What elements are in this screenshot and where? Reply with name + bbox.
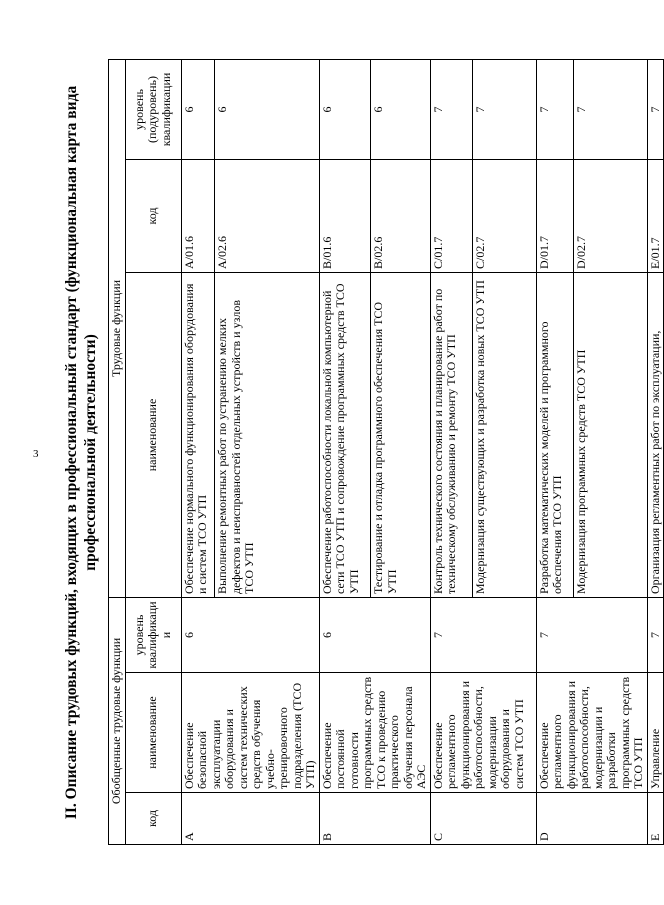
section-title: II. Описание трудовых функций, входящих в профессиональный стандарт (функциональная карта вида профессиональной деятельности) [63, 85, 99, 820]
header-generalized: Обобщенные трудовые функции [109, 597, 126, 844]
gtf-level: 7 [430, 597, 536, 672]
gtf-code: B [319, 793, 430, 845]
tf-code: E/01.7 [647, 159, 664, 272]
header-name: наименование [125, 673, 181, 793]
tf-level: 7 [472, 59, 536, 159]
tf-name: Обеспечение нормального функционирования оборудования и систем ТСО УТП [181, 272, 215, 597]
header-function-name: наименование [125, 272, 181, 597]
gtf-name: Обеспечение безопасной эксплуатации оборудования и систем технических средств обучения учебно-тренировочного подразделения (ТСО УТП) [181, 673, 319, 793]
gtf-level: 6 [319, 597, 430, 672]
header-level: уровень квалификации [125, 597, 181, 672]
gtf-name: Обеспечение регламентного функционирования и работоспособности, модернизации и разработки программных средств ТСО УТП [536, 673, 647, 793]
tf-code: A/02.6 [215, 159, 319, 272]
gtf-name: Обеспечение постоянной готовности программных средств ТСО к проведению практического обучения персонала АЭС [319, 673, 430, 793]
gtf-code: A [181, 793, 319, 845]
tf-name: Разработка математических моделей и программного обеспечения ТСО УТП [536, 272, 573, 597]
tf-name: Организация регламентных работ по эксплуатации, [647, 272, 664, 597]
tf-code: D/02.7 [573, 159, 647, 272]
tf-level: 6 [371, 59, 430, 159]
tf-level: 6 [181, 59, 215, 159]
tf-level: 6 [215, 59, 319, 159]
gtf-code: E [647, 793, 664, 845]
gtf-level: 6 [181, 597, 319, 672]
header-sublevel: уровень (подуровень) квалификации [125, 59, 181, 159]
tf-code: C/02.7 [472, 159, 536, 272]
tf-name: Обеспечение работоспособности локальной компьютерной сети ТСО УТП и сопровождение программных средств ТСО УТП [319, 272, 371, 597]
table-row [536, 59, 573, 844]
gtf-code: C [430, 793, 536, 845]
tf-level: 7 [573, 59, 647, 159]
table-row [647, 59, 664, 844]
tf-name: Выполнение ремонтных работ по устранению мелких дефектов и неисправностей отдельных устройств и узлов ТСО УТП [215, 272, 319, 597]
tf-name: Контроль технического состояния и планирование работ по техническому обслуживанию и ремонту ТСО УТП [430, 272, 472, 597]
table-row [181, 59, 215, 844]
tf-name: Модернизация программных средств ТСО УТП [573, 272, 647, 597]
tf-code: A/01.6 [181, 159, 215, 272]
header-code: код [125, 793, 181, 845]
tf-level: 7 [647, 59, 664, 159]
tf-level: 6 [319, 59, 371, 159]
header-labor-functions: Трудовые функции [109, 59, 126, 597]
gtf-level: 7 [647, 597, 664, 672]
page-number: 3 [33, 448, 39, 460]
header-function-code: код [125, 159, 181, 272]
functional-map-table [108, 59, 664, 845]
tf-name: Тестирование и отладка программного обеспечения ТСО УТП [371, 272, 430, 597]
table-row [319, 59, 371, 844]
tf-name: Модернизация существующих и разработка новых ТСО УТП [472, 272, 536, 597]
table-row [430, 59, 472, 844]
gtf-name: Управление [647, 673, 664, 793]
tf-code: D/01.7 [536, 159, 573, 272]
gtf-code: D [536, 793, 647, 845]
gtf-level: 7 [536, 597, 647, 672]
tf-code: B/01.6 [319, 159, 371, 272]
tf-level: 7 [430, 59, 472, 159]
gtf-name: Обеспечение регламентного функционирования и работоспособности, модернизации оборудования и систем ТСО УТП [430, 673, 536, 793]
tf-code: B/02.6 [371, 159, 430, 272]
tf-level: 7 [536, 59, 573, 159]
tf-code: C/01.7 [430, 159, 472, 272]
